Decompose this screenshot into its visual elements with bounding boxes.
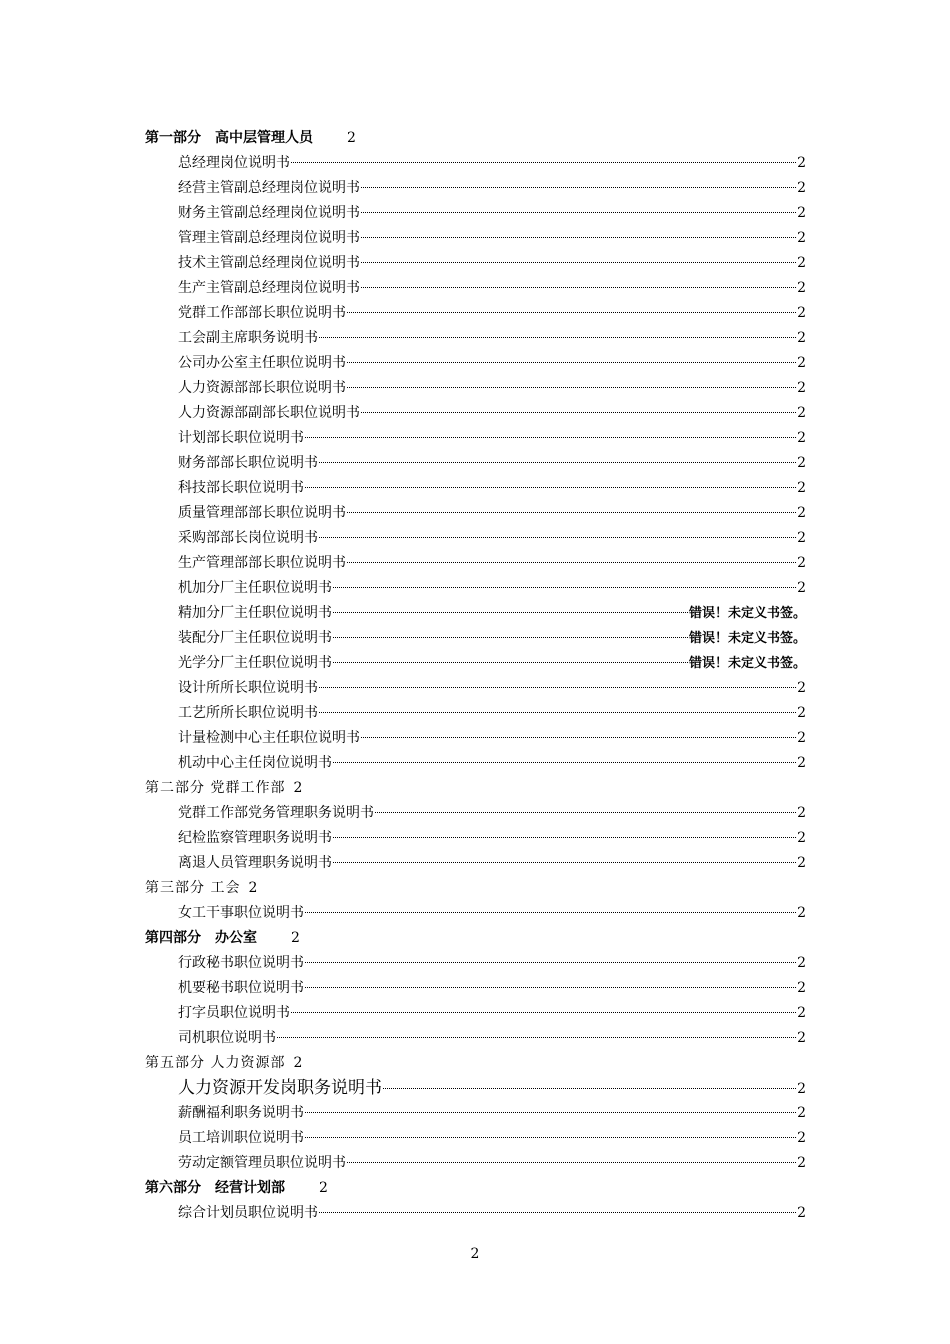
toc-section-heading[interactable] xyxy=(0,1051,950,1076)
toc-entry[interactable] xyxy=(178,401,806,426)
dot-leader xyxy=(305,962,796,963)
toc-entry-label: 装配分厂主任职位说明书 xyxy=(178,630,332,646)
toc-entry-page-number: 2 xyxy=(797,1005,806,1021)
toc-entry-label: 离退人员管理职务说明书 xyxy=(178,855,332,871)
toc-entry-page-number: 2 xyxy=(797,730,806,746)
toc-entry[interactable] xyxy=(178,551,806,576)
toc-entry[interactable] xyxy=(178,576,806,601)
toc-entry-label: 科技部长职位说明书 xyxy=(178,480,304,496)
toc-entry-page-number: 2 xyxy=(797,305,806,321)
toc-entry[interactable] xyxy=(178,151,806,176)
toc-entry-label: 光学分厂主任职位说明书 xyxy=(178,655,332,671)
dot-leader xyxy=(319,687,796,688)
toc-entry-page-number: 2 xyxy=(797,205,806,221)
toc-entry-page-number: 2 xyxy=(797,480,806,496)
dot-leader xyxy=(333,762,796,763)
toc-entry-page-number: 2 xyxy=(797,530,806,546)
toc-entry-page-number: 2 xyxy=(797,755,806,771)
toc-entry-label: 综合计划员职位说明书 xyxy=(178,1205,318,1221)
toc-entry[interactable] xyxy=(178,201,806,226)
toc-entry-label: 采购部部长岗位说明书 xyxy=(178,530,318,546)
dot-leader xyxy=(347,362,796,363)
toc-entry-label: 管理主管副总经理岗位说明书 xyxy=(178,230,360,246)
toc-entry-page-number: 2 xyxy=(797,330,806,346)
toc-entry-page-number: 2 xyxy=(797,580,806,596)
dot-leader xyxy=(347,562,796,563)
toc-entry-label: 财务主管副总经理岗位说明书 xyxy=(178,205,360,221)
toc-entry-label: 劳动定额管理员职位说明书 xyxy=(178,1155,346,1171)
toc-entry-page-number: 2 xyxy=(797,1105,806,1121)
toc-entry[interactable] xyxy=(178,1076,806,1101)
toc-entry-label: 党群工作部部长职位说明书 xyxy=(178,305,346,321)
dot-leader xyxy=(333,837,796,838)
toc-entry[interactable] xyxy=(178,726,806,751)
toc-entry-label: 总经理岗位说明书 xyxy=(178,155,290,171)
toc-entry[interactable] xyxy=(178,451,806,476)
section-title: 第四部分 办公室 xyxy=(145,930,257,946)
toc-entry-page-number: 2 xyxy=(797,705,806,721)
toc-entry[interactable] xyxy=(178,376,806,401)
toc-entry[interactable] xyxy=(178,226,806,251)
toc-entry[interactable] xyxy=(178,801,806,826)
toc-entry-page-number: 2 xyxy=(797,355,806,371)
toc-entry-label: 质量管理部部长职位说明书 xyxy=(178,505,346,521)
page-number-footer: 2 xyxy=(470,1246,480,1262)
section-title: 第二部分 党群工作部 xyxy=(145,780,286,796)
toc-entry-label: 女工干事职位说明书 xyxy=(178,905,304,921)
toc-entry[interactable] xyxy=(178,676,806,701)
toc-entry-label: 机加分厂主任职位说明书 xyxy=(178,580,332,596)
toc-entry-label: 薪酬福利职务说明书 xyxy=(178,1105,304,1121)
dot-leader xyxy=(347,387,796,388)
table-of-contents xyxy=(0,126,950,1226)
dot-leader xyxy=(291,1012,796,1013)
dot-leader xyxy=(305,437,796,438)
toc-entry-page-number: 2 xyxy=(797,430,806,446)
toc-entry-label: 技术主管副总经理岗位说明书 xyxy=(178,255,360,271)
toc-entry-page-number: 2 xyxy=(797,1081,806,1097)
toc-entry[interactable] xyxy=(178,701,806,726)
toc-entry-page-number: 2 xyxy=(797,1155,806,1171)
dot-leader xyxy=(361,237,796,238)
toc-entry-page-number: 2 xyxy=(797,1205,806,1221)
dot-leader xyxy=(361,412,796,413)
dot-leader xyxy=(305,487,796,488)
dot-leader xyxy=(319,537,796,538)
dot-leader xyxy=(305,1112,796,1113)
toc-entry[interactable] xyxy=(178,976,806,1001)
dot-leader xyxy=(291,162,796,163)
toc-entry-label: 生产管理部部长职位说明书 xyxy=(178,555,346,571)
dot-leader xyxy=(319,462,796,463)
toc-entry[interactable] xyxy=(178,901,806,926)
toc-entry[interactable] xyxy=(178,526,806,551)
section-title: 第六部分 经营计划部 xyxy=(145,1180,285,1196)
section-page-number: 2 xyxy=(248,880,258,896)
toc-entry[interactable] xyxy=(178,1201,806,1226)
dot-leader xyxy=(383,1088,796,1089)
toc-entry-label: 机要秘书职位说明书 xyxy=(178,980,304,996)
toc-entry-label: 计划部长职位说明书 xyxy=(178,430,304,446)
dot-leader xyxy=(305,987,796,988)
toc-entry-page-number: 2 xyxy=(797,180,806,196)
dot-leader xyxy=(333,862,796,863)
toc-entry[interactable] xyxy=(178,1126,806,1151)
toc-section-heading[interactable] xyxy=(0,1176,950,1201)
dot-leader xyxy=(361,287,796,288)
toc-section-heading[interactable] xyxy=(0,876,950,901)
toc-entry-label: 财务部部长职位说明书 xyxy=(178,455,318,471)
section-title: 第三部分 工会 xyxy=(145,880,241,896)
toc-entry-page-number: 2 xyxy=(797,955,806,971)
toc-entry-label: 党群工作部党务管理职务说明书 xyxy=(178,805,374,821)
toc-entry-label: 机动中心主任岗位说明书 xyxy=(178,755,332,771)
toc-entry[interactable] xyxy=(178,826,806,851)
section-page-number: 2 xyxy=(293,780,303,796)
dot-leader xyxy=(333,587,796,588)
section-page-number: 2 xyxy=(293,1055,303,1071)
toc-entry-label: 工艺所所长职位说明书 xyxy=(178,705,318,721)
toc-entry-label: 生产主管副总经理岗位说明书 xyxy=(178,280,360,296)
toc-entry-page-number: 2 xyxy=(797,830,806,846)
toc-entry-label: 打字员职位说明书 xyxy=(178,1005,290,1021)
dot-leader xyxy=(375,812,796,813)
section-page-number: 2 xyxy=(291,930,300,946)
toc-entry-page-number: 2 xyxy=(797,230,806,246)
dot-leader xyxy=(333,612,688,613)
toc-entry[interactable] xyxy=(178,1001,806,1026)
toc-entry-page-number: 2 xyxy=(797,1130,806,1146)
toc-entry-label: 人力资源开发岗职务说明书 xyxy=(178,1078,382,1098)
toc-entry-page-number: 2 xyxy=(797,280,806,296)
toc-entry-label: 工会副主席职务说明书 xyxy=(178,330,318,346)
toc-entry-page-number: 2 xyxy=(797,680,806,696)
toc-entry[interactable] xyxy=(178,476,806,501)
dot-leader xyxy=(347,512,796,513)
toc-entry-page-number: 2 xyxy=(797,455,806,471)
toc-entry-page-number: 2 xyxy=(797,255,806,271)
toc-entry[interactable] xyxy=(178,1101,806,1126)
toc-entry-error-text: 错误！未定义书签。 xyxy=(688,631,806,646)
dot-leader xyxy=(347,312,796,313)
toc-entry-page-number: 2 xyxy=(797,805,806,821)
toc-entry[interactable] xyxy=(178,1151,806,1176)
toc-entry-label: 经营主管副总经理岗位说明书 xyxy=(178,180,360,196)
toc-entry-label: 员工培训职位说明书 xyxy=(178,1130,304,1146)
section-title: 第五部分 人力资源部 xyxy=(145,1055,286,1071)
toc-entry-page-number: 2 xyxy=(797,980,806,996)
toc-entry[interactable] xyxy=(178,751,806,776)
toc-entry-label: 人力资源部副部长职位说明书 xyxy=(178,405,360,421)
dot-leader xyxy=(361,262,796,263)
dot-leader xyxy=(305,1137,796,1138)
toc-entry-page-number: 2 xyxy=(797,405,806,421)
dot-leader xyxy=(319,337,796,338)
toc-entry[interactable] xyxy=(178,276,806,301)
dot-leader xyxy=(361,187,796,188)
toc-entry[interactable] xyxy=(178,176,806,201)
dot-leader xyxy=(361,737,796,738)
toc-entry-label: 精加分厂主任职位说明书 xyxy=(178,605,332,621)
toc-entry-label: 纪检监察管理职务说明书 xyxy=(178,830,332,846)
toc-entry[interactable] xyxy=(178,626,806,651)
dot-leader xyxy=(319,712,796,713)
toc-entry[interactable] xyxy=(178,426,806,451)
section-title: 第一部分 高中层管理人员 xyxy=(145,130,313,146)
dot-leader xyxy=(333,637,688,638)
dot-leader xyxy=(361,212,796,213)
toc-entry[interactable] xyxy=(178,301,806,326)
dot-leader xyxy=(305,912,796,913)
toc-entry[interactable] xyxy=(178,351,806,376)
section-page-number: 2 xyxy=(347,130,356,146)
toc-entry-error-text: 错误！未定义书签。 xyxy=(688,656,806,671)
section-page-number: 2 xyxy=(319,1180,328,1196)
toc-entry-label: 人力资源部部长职位说明书 xyxy=(178,380,346,396)
toc-entry-page-number: 2 xyxy=(797,855,806,871)
toc-entry[interactable] xyxy=(178,851,806,876)
toc-entry-page-number: 2 xyxy=(797,555,806,571)
toc-entry-label: 计量检测中心主任职位说明书 xyxy=(178,730,360,746)
toc-entry-label: 行政秘书职位说明书 xyxy=(178,955,304,971)
toc-section-heading[interactable] xyxy=(0,926,950,951)
toc-entry[interactable] xyxy=(178,651,806,676)
toc-entry[interactable] xyxy=(178,501,806,526)
toc-entry[interactable] xyxy=(178,1026,806,1051)
toc-entry-page-number: 2 xyxy=(797,905,806,921)
toc-entry-page-number: 2 xyxy=(797,155,806,171)
dot-leader xyxy=(319,1212,796,1213)
dot-leader xyxy=(333,662,688,663)
toc-entry-page-number: 2 xyxy=(797,1030,806,1046)
dot-leader xyxy=(347,1162,796,1163)
toc-entry[interactable] xyxy=(178,251,806,276)
toc-entry-page-number: 2 xyxy=(797,380,806,396)
toc-entry-label: 设计所所长职位说明书 xyxy=(178,680,318,696)
toc-section-heading[interactable] xyxy=(0,126,950,151)
toc-entry[interactable] xyxy=(178,601,806,626)
toc-section-heading[interactable] xyxy=(0,776,950,801)
toc-entry[interactable] xyxy=(178,326,806,351)
toc-entry-page-number: 2 xyxy=(797,505,806,521)
toc-entry-label: 司机职位说明书 xyxy=(178,1030,276,1046)
dot-leader xyxy=(277,1037,796,1038)
toc-entry-label: 公司办公室主任职位说明书 xyxy=(178,355,346,371)
toc-entry[interactable] xyxy=(178,951,806,976)
toc-entry-error-text: 错误！未定义书签。 xyxy=(688,606,806,621)
